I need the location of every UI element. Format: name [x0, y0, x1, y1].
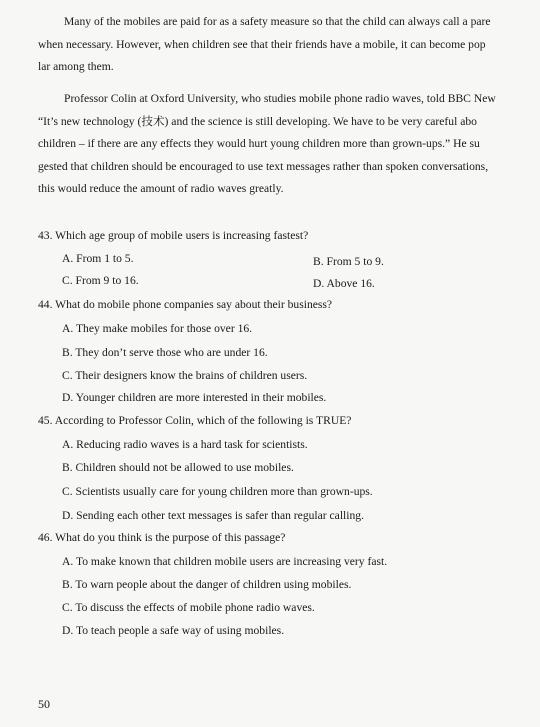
passage-line: this would reduce the amount of radio waves greatly. — [38, 182, 284, 195]
question-43-option-d: D. Above 16. — [313, 277, 375, 290]
passage-line: lar among them. — [38, 60, 114, 73]
question-45-option-d: D. Sending each other text messages is safer than regular calling. — [62, 509, 364, 522]
passage-paragraph-2 — [38, 88, 530, 201]
question-45-stem: 45. According to Professor Colin, which of the following is TRUE? — [38, 414, 352, 427]
question-43-option-c: C. From 9 to 16. — [62, 274, 139, 287]
question-44-stem: 44. What do mobile phone companies say about their business? — [38, 298, 333, 311]
question-45-option-c: C. Scientists usually care for young children more than grown-ups. — [62, 485, 373, 498]
question-43-stem: 43. Which age group of mobile users is increasing fastest? — [38, 229, 309, 242]
question-45-option-b: B. Children should not be allowed to use mobiles. — [62, 461, 294, 474]
question-46-option-c: C. To discuss the effects of mobile phone radio waves. — [62, 601, 315, 614]
question-46-option-a: A. To make known that children mobile users are increasing very fast. — [62, 555, 388, 568]
question-44-option-a: A. They make mobiles for those over 16. — [62, 322, 253, 335]
question-46-stem: 46. What do you think is the purpose of this passage? — [38, 531, 286, 544]
question-43-option-b: B. From 5 to 9. — [313, 255, 384, 268]
question-43-option-a: A. From 1 to 5. — [62, 252, 134, 265]
passage-line: Professor Colin at Oxford University, who studies mobile phone radio waves, told BBC New — [64, 92, 496, 105]
question-45-option-a: A. Reducing radio waves is a hard task for scientists. — [62, 438, 308, 451]
passage-line: “It’s new technology (技术) and the science is still developing. We have to be very careful abo — [38, 114, 477, 128]
passage-paragraph-1 — [38, 11, 530, 79]
page-number: 50 — [38, 697, 50, 711]
question-44-option-c: C. Their designers know the brains of children users. — [62, 369, 308, 382]
question-44-option-d: D. Younger children are more interested in their mobiles. — [62, 391, 327, 404]
question-44-option-b: B. They don’t serve those who are under 16. — [62, 346, 268, 359]
question-46-option-d: D. To teach people a safe way of using mobiles. — [62, 624, 285, 637]
passage-line: children – if there are any effects they would hurt young children more than grown-ups.” He su — [38, 137, 480, 150]
question-46-option-b: B. To warn people about the danger of children using mobiles. — [62, 578, 352, 591]
passage-line: Many of the mobiles are paid for as a safety measure so that the child can always call a pare — [64, 15, 491, 28]
passage-line: when necessary. However, when children see that their friends have a mobile, it can become pop — [38, 37, 486, 51]
passage-line: gested that children should be encouraged to use text messages rather than spoken conversations, — [38, 159, 489, 173]
